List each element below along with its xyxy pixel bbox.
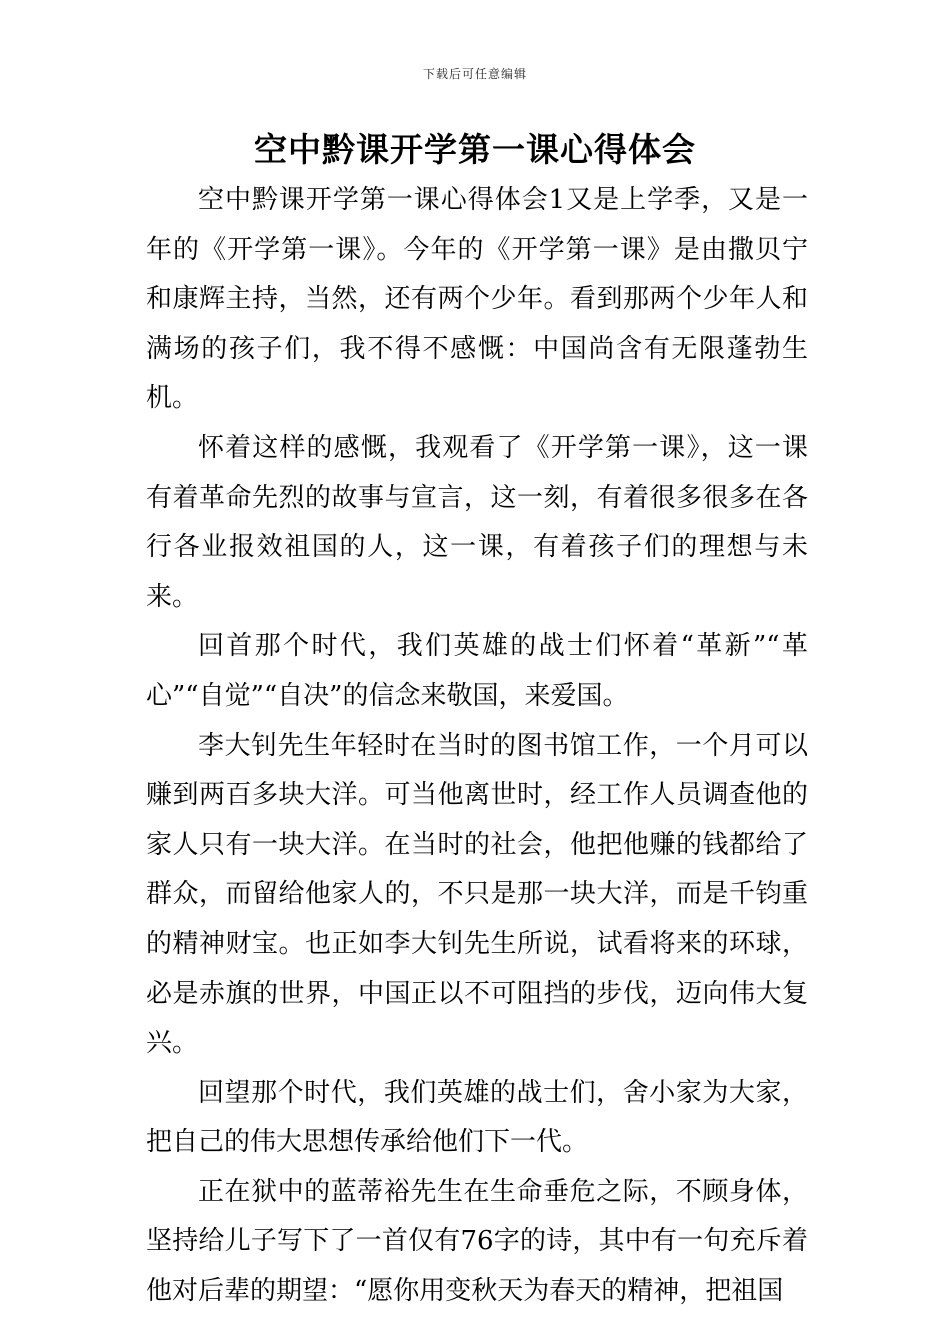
header-note: 下载后可任意编辑 — [422, 67, 527, 81]
document-body — [146, 176, 808, 1317]
paragraph-3: 回首那个时代，我们英雄的战士们怀着“革新”“革心”“自觉”“自决”的信念来敬国，来爱国。 — [146, 631, 808, 711]
paragraph-6: 正在狱中的蓝蒂裕先生在生命垂危之际，不顾身体，坚持给儿子写下了一首仅有76字的诗，其中有一句充斥着他对后辈的期望：“愿你用变秋天为春天的精神，把祖国 — [146, 1176, 808, 1307]
document-title: 空中黔课开学第一课心得体会 — [254, 130, 696, 169]
paragraph-2: 怀着这样的感慨，我观看了《开学第一课》，这一课有着革命先烈的故事与宣言，这一刻，有着很多很多在各行各业报效祖国的人，这一课，有着孩子们的理想与未来。 — [146, 432, 808, 612]
paragraph-4: 李大钊先生年轻时在当时的图书馆工作，一个月可以赚到两百多块大洋。可当他离世时，经工作人员调查他的家人只有一块大洋。在当时的社会，他把他赚的钱都给了群众，而留给他家人的，不只是那一块大洋，而是千钧重的精神财宝。也正如李大钊先生所说，试看将来的环球，必是赤旗的世界，中国正以不可阻挡的步伐，迈向伟大复兴。 — [146, 730, 808, 1059]
paragraph-1: 空中黔课开学第一课心得体会1又是上学季，又是一年的《开学第一课》。今年的《开学第一课》是由撒贝宁和康辉主持，当然，还有两个少年。看到那两个少年人和满场的孩子们，我不得不感慨：中国尚含有无限蓬勃生机。 — [146, 185, 808, 414]
paragraph-5: 回望那个时代，我们英雄的战士们，舍小家为大家，把自己的伟大思想传承给他们下一代。 — [146, 1077, 808, 1158]
